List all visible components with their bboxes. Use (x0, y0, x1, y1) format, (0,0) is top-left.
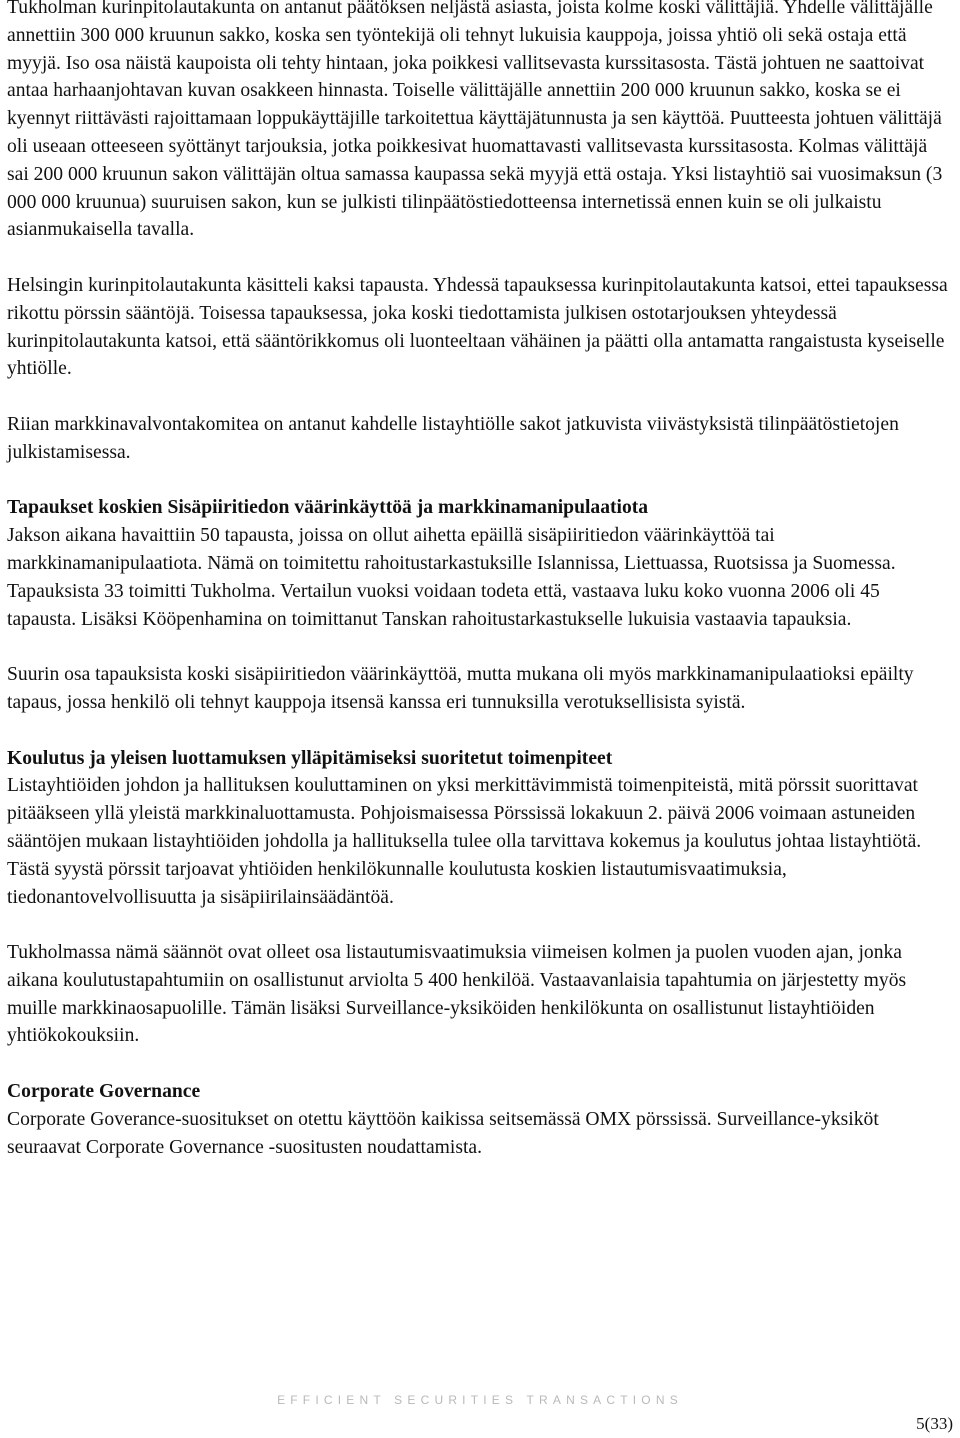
section-heading-insider: Tapaukset koskien Sisäpiiritiedon väärinkäyttöä ja markkinamanipulaatiota (7, 497, 649, 519)
paragraph-training-stockholm: Tukholmassa nämä säännöt ovat olleet osa listautumisvaatimuksia viimeisen kolmen ja puolen vuoden ajan, jonka aikana koulutustapahtumiin on osallistunut arviolta 5 400 henkilöä. Vastaavanlaisia tapahtumia on järjestetty myös muille markkinaosapuolille. Tämän lisäksi Surveillance-yksiköiden henkilökunta on osallistunut listayhtiöiden yhtiökokouksiin. (7, 942, 907, 1047)
section-training (7, 745, 953, 912)
paragraph-stockholm-disciplinary: Tukholman kurinpitolautakunta on antanut päätöksen neljästä asiasta, joista kolme koski välittäjiä. Yhdelle välittäjälle annettiin 300 000 kruunun sakko, koska sen työntekijä oli tehnyt lukuisia kauppoja, joissa yhtiö oli sekä ostaja että myyjä. Iso osa näistä kaupoista oli tehty hintaan, joka poikkesi vallitsevasta kurssitasosta. Tästä johtuen ne saattoivat antaa harhaanjohtavan kuvan osakkeen hinnasta. Toiselle välittäjälle annettiin 200 000 kruunun sakko, koska se ei kyennyt riittävästi rajoittamaan loppukäyttäjille tarkoitettua käyttäjätunnusta ja sen käyttöä. Puutteesta johtuen välittäjä oli useaan otteeseen syöttänyt tarjouksia, jotka poikkesivat huomattavasti vallitsevasta kurssitasosta. Kolmas välittäjä sai 200 000 kruunun sakon välittäjän oltua samassa kaupassa sekä myyjä että ostaja. Yksi listayhtiö sai vuosimaksun (3 000 000 kruunua) suuruisen sakon, kun se julkisti tilinpäätöstiedotteensa internetissä ennen kuin se oli julkaistu asianmukaisella tavalla. (7, 0, 943, 241)
section-corporate-governance (7, 1078, 953, 1161)
paragraph-insider-cases: Jakson aikana havaittiin 50 tapausta, joissa on ollut aihetta epäillä sisäpiiritiedon väärinkäyttöä tai markkinamanipulaatiota. Nämä on toimitettu rahoitustarkastuksille Islannissa, Liettuassa, Ruotsissa ja Suomessa. Tapauksista 33 toimitti Tukholma. Vertailun vuoksi voidaan todeta että, vastaava luku koko vuonna 2006 oli 45 tapausta. Lisäksi Kööpenhamina on toimittanut Tanskan rahoitustarkastukselle lukuisia vastaavia tapauksia. (7, 525, 896, 630)
section-heading-governance: Corporate Governance (7, 1081, 201, 1103)
paragraph-riga-committee: Riian markkinavalvontakomitea on antanut kahdelle listayhtiölle sakot jatkuvista viivästyksistä tilinpäätöstietojen julkistamisessa. (7, 413, 899, 463)
paragraph-governance: Corporate Goverance-suositukset on otettu käyttöön kaikissa seitsemässä OMX pörssissä. Surveillance-yksiköt seuraavat Corporate Governance -suositusten noudattamista. (7, 1108, 879, 1158)
section-insider-cases (7, 494, 953, 633)
section-heading-training: Koulutus ja yleisen luottamuksen ylläpitämiseksi suoritetut toimenpiteet (7, 747, 613, 769)
footer-brand-text: EFFICIENT SECURITIES TRANSACTIONS (277, 1393, 683, 1407)
page-number: 5(33) (916, 1414, 953, 1433)
document-body (7, 0, 953, 1189)
paragraph-helsinki-disciplinary: Helsingin kurinpitolautakunta käsitteli kaksi tapausta. Yhdessä tapauksessa kurinpitolautakunta katsoi, ettei tapauksessa rikottu pörssin sääntöjä. Toisessa tapauksessa, joka koski tiedottamista julkisen ostotarjouksen yhteydessä kurinpitolautakunta katsoi, että sääntörikkomus oli luonteeltaan vähäinen ja päätti olla antamatta rangaistusta kyseiselle yhtiölle. (7, 274, 948, 380)
paragraph-training-board: Listayhtiöiden johdon ja hallituksen kouluttaminen on yksi merkittävimmistä toimenpiteistä, mitä pörssit suorittavat pitääkseen yllä yleistä markkinaluottamusta. Pohjoismaisessa Pörssissä lokakuun 2. päivä 2006 voimaan astuneiden sääntöjen mukaan listayhtiöiden johdolla ja hallituksella tulee olla tarvittava kokemus ja koulutus johtaa listayhtiötä. Tästä syystä pörssit tarjoavat yhtiöiden henkilökunnalle koulutusta koskien listautumisvaatimuksia, tiedonantovelvollisuutta ja sisäpiirilainsäädäntöä. (7, 775, 922, 908)
paragraph-insider-details: Suurin osa tapauksista koski sisäpiiritiedon väärinkäyttöä, mutta mukana oli myös markkinamanipulaatioksi epäilty tapaus, jossa henkilö oli tehnyt kauppoja itsensä kanssa eri tunnuksilla verotuksellisista syistä. (7, 664, 914, 713)
